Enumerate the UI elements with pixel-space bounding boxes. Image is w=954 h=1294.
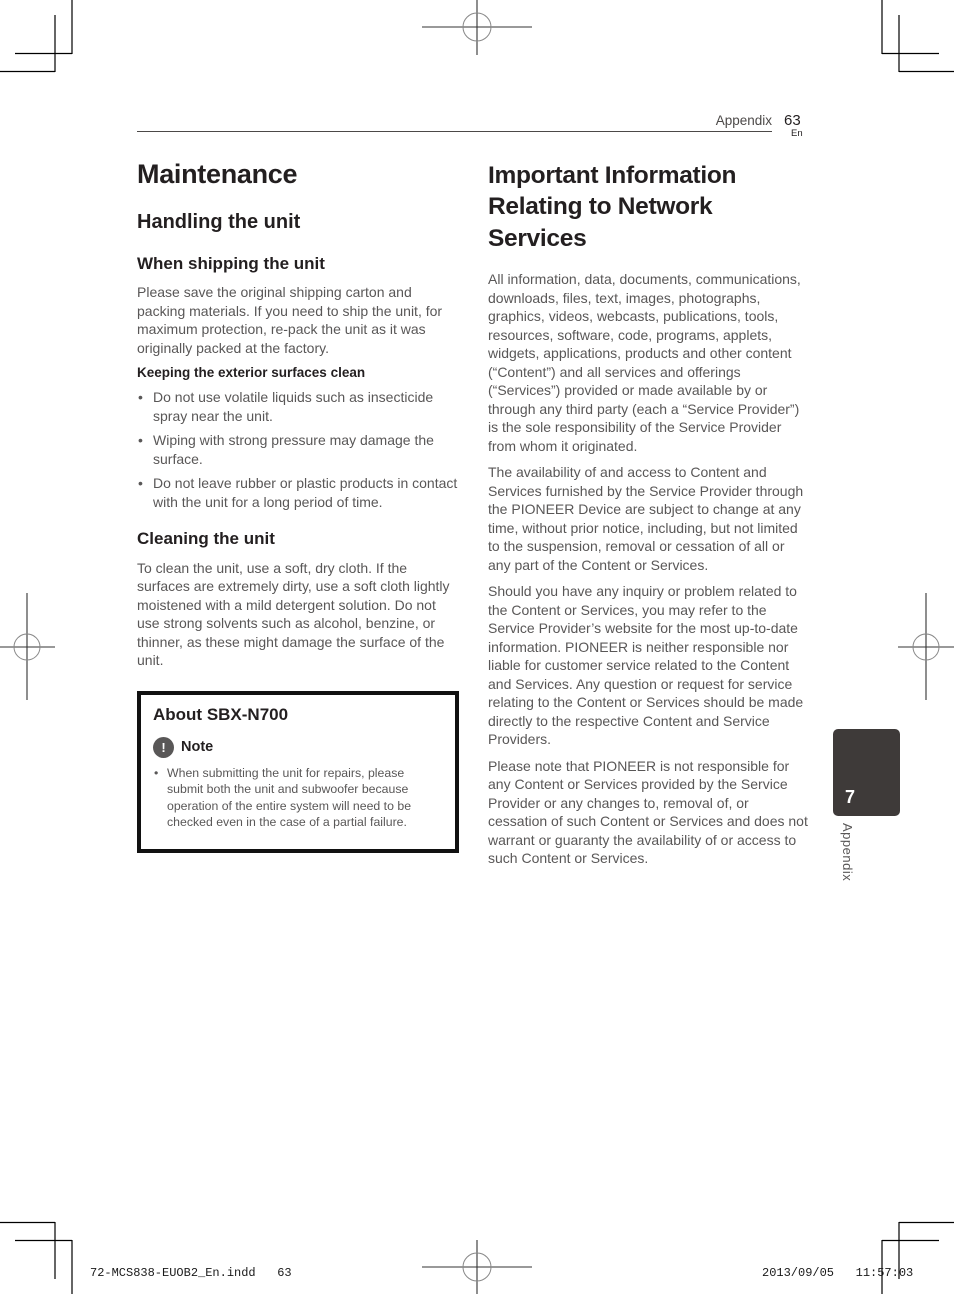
heading-handling-the-unit: Handling the unit [137,210,301,233]
shipping-bullet-list [137,388,459,511]
paragraph-shipping: Please save the original shipping carton and packing materials. If you need to ship the unit, for maximum protection, re-pack the unit as it was originally packed at the factory. [137,284,443,356]
heading-cleaning-the-unit: Cleaning the unit [137,529,275,549]
crop-mark-top-left-icon [0,0,72,72]
header-page-number: 63 [784,112,801,129]
paragraph-network-1: All information, data, documents, communications, downloads, files, text, images, photographs, graphics, videos, webcasts, publications, tools, resources, software, code, programs, applets, widgets, applications, products and other content (“Content”) and all services and offerings (“Services”) provided or made available by or through any third party (each a “Service Provider”) is the sole responsibility of the Service Provider from whom it originated. [488,271,801,454]
chapter-tab-label: Appendix [840,823,855,882]
right-column [488,160,810,876]
about-box-title: About SBX-N700 [153,704,289,724]
paragraph-network-3: Should you have any inquiry or problem related to the Content or Services, you may refer to the Service Provider’s website for the most up-to-date information. PIONEER is neither responsible nor liable for customer service related to the Content and Services. Any question or request for service relating to the Content or Services should be made directly to the respective Content and Service Providers. [488,583,804,748]
section-title-network-services: Important Information Relating to Network Services [488,162,737,252]
register-mark-right-icon [898,593,954,700]
register-mark-left-icon [0,593,55,700]
note-header [153,737,443,758]
list-item: • When submitting the unit for repairs, please submit both the unit and subwoofer because operation of the entire system will need to be checked even in the case of a partial failure. [153,765,443,831]
register-mark-top-icon [422,0,532,55]
section-title-maintenance: Maintenance [137,159,298,189]
paragraph-network-2: The availability of and access to Content and Services furnished by the Service Provider through the PIONEER Device are subject to change at any time, without prior notice, including, but not limited to the suspension, removal or cessation of all or any part of the Content or Services. [488,464,804,573]
list-item: • Wiping with strong pressure may damage the surface. [137,431,459,468]
list-item: • Do not use volatile liquids such as insecticide spray near the unit. [137,388,459,425]
left-column [137,160,459,853]
note-bullet-list [153,765,443,831]
chapter-tab [833,729,900,816]
chapter-number: 7 [845,787,856,807]
header-language-label: En [791,128,803,139]
crop-mark-top-right-icon [882,0,954,72]
exclamation-circle-icon: ! [153,737,174,758]
about-sbx-n700-box [137,691,459,853]
crop-mark-bottom-right-icon [882,1222,954,1294]
footer-filename: 72-MCS838-EUOB2_En.indd 63 [90,1266,292,1280]
note-label: Note [181,739,214,756]
heading-when-shipping: When shipping the unit [137,253,325,273]
header-rule [137,131,772,132]
list-item: • Do not leave rubber or plastic products in contact with the unit for a long period of time. [137,474,459,511]
header-section-label: Appendix [715,113,772,128]
paragraph-network-4: Please note that PIONEER is not responsible for any Content or Services provided by the Service Provider or any changes to, removal of, or cessation of such Content or Services and does not warrant or guaranty the availability of or access to such Content or Services. [488,757,808,867]
crop-mark-bottom-left-icon [0,1222,72,1294]
register-mark-bottom-icon [422,1240,532,1294]
paragraph-cleaning: To clean the unit, use a soft, dry cloth. If the surfaces are extremely dirty, use a soft cloth lightly moistened with a mild detergent solution. Do not use strong solvents such as alcohol, benzine, or thinner, as these might damage the surface of the unit. [137,559,450,669]
footer-timestamp: 2013/09/05 11:57:03 [762,1266,914,1280]
label-keeping-exterior-clean: Keeping the exterior surfaces clean [137,365,366,381]
